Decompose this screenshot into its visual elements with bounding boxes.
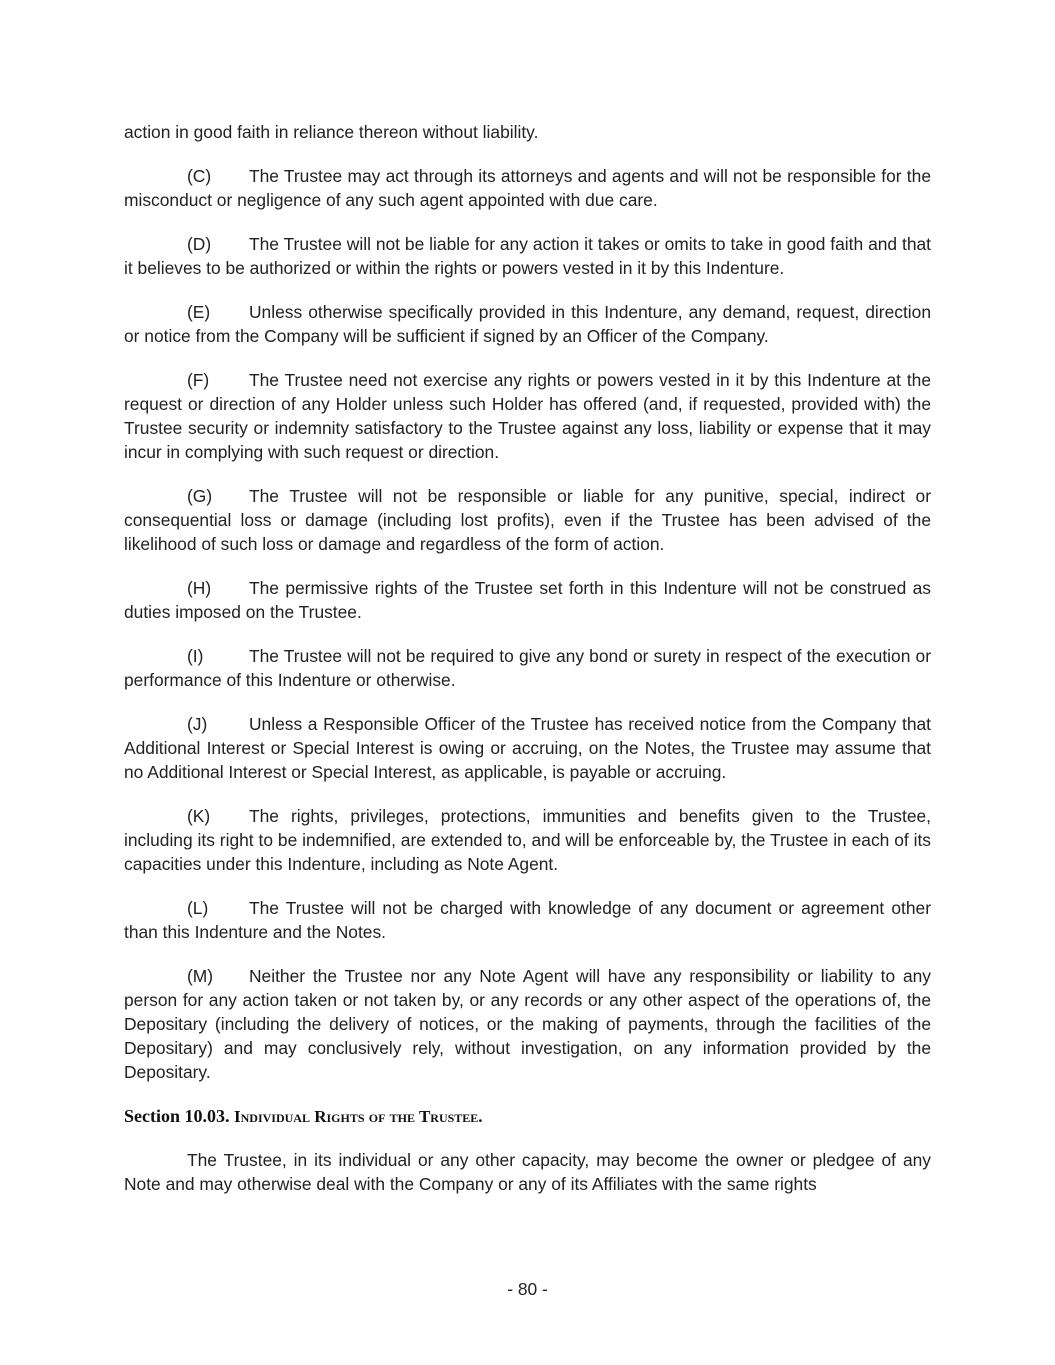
clause-label: (I) — [187, 646, 204, 666]
clause-label: (J) — [187, 714, 208, 734]
clause-text: Unless otherwise specifically provided in this Indenture, any demand, request, direction or notice from the Company will be sufficient if signed by an Officer of the Company. — [124, 302, 931, 346]
clause-label: (H) — [187, 578, 212, 598]
clause-label: (E) — [187, 302, 211, 322]
clause-e — [124, 300, 931, 348]
page-number: - 80 - — [507, 1279, 548, 1299]
clause-text: The rights, privileges, protections, immunities and benefits given to the Trustee, including its right to be indemnified, are extended to, and will be enforceable by, the Trustee in each of its capacities under this Indenture, including as Note Agent. — [124, 806, 931, 874]
clause-label: (C) — [187, 166, 212, 186]
document-page — [124, 120, 931, 1216]
section-title: Individual Rights of the Trustee. — [234, 1107, 483, 1126]
clause-text: The Trustee need not exercise any rights or powers vested in it by this Indenture at the request or direction of any Holder unless such Holder has offered (and, if requested, provided with) the Trustee security or indemnity satisfactory to the Trustee against any loss, liability or expense that it may incur in complying with such request or direction. — [124, 370, 931, 462]
section-number: Section 10.03. — [124, 1106, 230, 1126]
clause-text: Neither the Trustee nor any Note Agent will have any responsibility or liability to any person for any action taken or not taken by, or any records or any other aspect of the operations of, the Depositary (including the delivery of notices, or the making of payments, through the facilities of the Depositary) and may conclusively rely, without investigation, on any information provided by the Depositary. — [124, 966, 931, 1082]
clause-g — [124, 484, 931, 556]
clause-text: Unless a Responsible Officer of the Trustee has received notice from the Company that Additional Interest or Special Interest is owing or accruing, on the Notes, the Trustee may assume that no Additional Interest or Special Interest, as applicable, is payable or accruing. — [124, 714, 931, 782]
clause-l — [124, 896, 931, 944]
clause-label: (G) — [187, 486, 213, 506]
clause-j — [124, 712, 931, 784]
continuation-paragraph: action in good faith in reliance thereon without liability. — [124, 122, 539, 142]
clause-c — [124, 164, 931, 212]
clause-k — [124, 804, 931, 876]
clause-text: The Trustee will not be responsible or liable for any punitive, special, indirect or consequential loss or damage (including lost profits), even if the Trustee has been advised of the likelihood of such loss or damage and regardless of the form of action. — [124, 486, 931, 554]
section-body-paragraph: The Trustee, in its individual or any other capacity, may become the owner or pledgee of any Note and may otherwise deal with the Company or any of its Affiliates with the same rights — [124, 1150, 931, 1194]
clause-label: (D) — [187, 234, 212, 254]
clause-i — [124, 644, 931, 692]
clause-label: (K) — [187, 806, 211, 826]
clause-text: The Trustee will not be charged with knowledge of any document or agreement other than this Indenture and the Notes. — [124, 898, 931, 942]
clause-d — [124, 232, 931, 280]
clause-label: (M) — [187, 966, 214, 986]
clause-text: The Trustee will not be required to give any bond or surety in respect of the execution or performance of this Indenture or otherwise. — [124, 646, 931, 690]
clause-m — [124, 964, 931, 1084]
clause-f — [124, 368, 931, 464]
clause-label: (F) — [187, 370, 210, 390]
clause-text: The Trustee will not be liable for any action it takes or omits to take in good faith and that it believes to be authorized or within the rights or powers vested in it by this Indenture. — [124, 234, 931, 278]
clause-text: The permissive rights of the Trustee set forth in this Indenture will not be construed as duties imposed on the Trustee. — [124, 578, 931, 622]
clause-h — [124, 576, 931, 624]
clause-text: The Trustee may act through its attorneys and agents and will not be responsible for the misconduct or negligence of any such agent appointed with due care. — [124, 166, 931, 210]
clause-label: (L) — [187, 898, 209, 918]
section-heading — [124, 1104, 931, 1129]
